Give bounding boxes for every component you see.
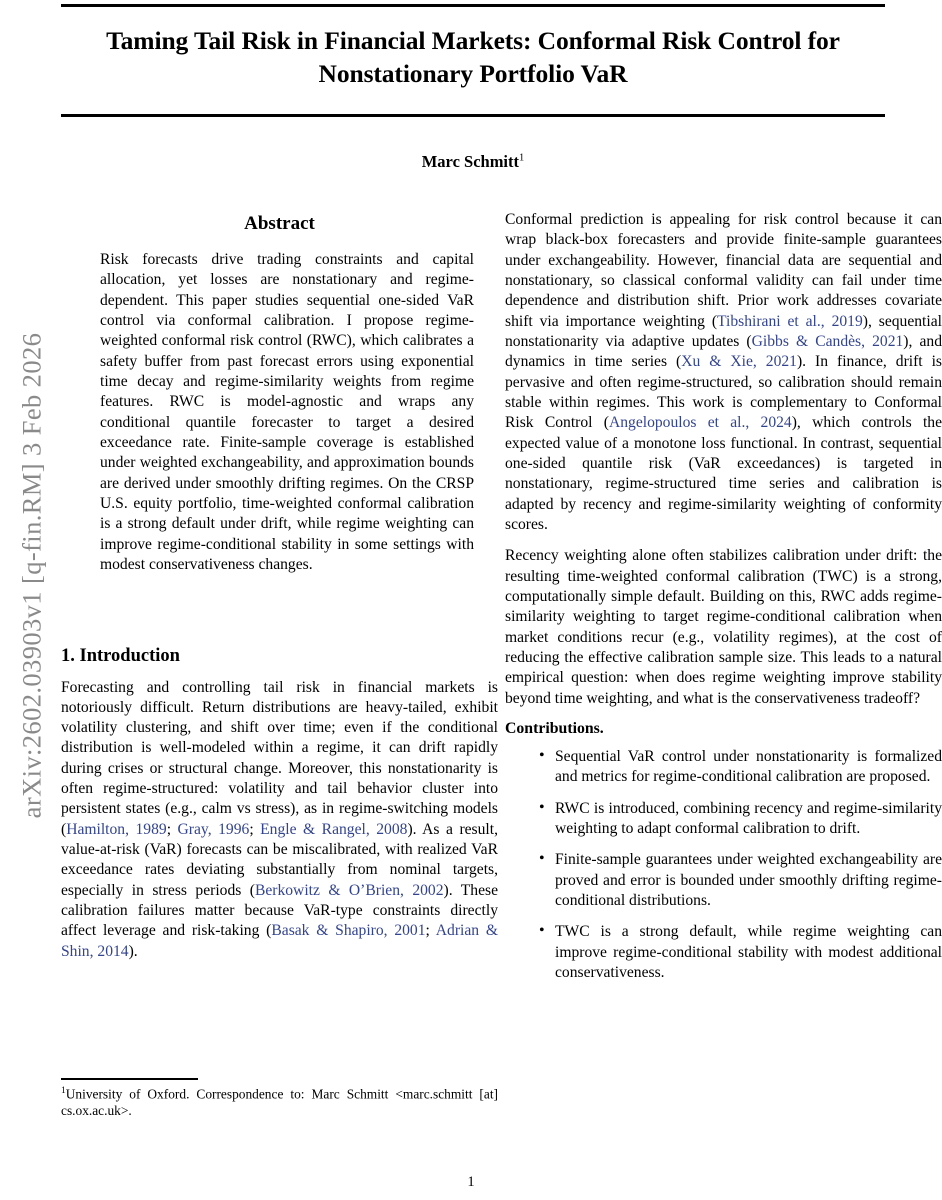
arxiv-identifier-stamp: arXiv:2602.03903v1 [q-fin.RM] 3 Feb 2026 — [16, 332, 47, 819]
contributions-list — [505, 747, 942, 983]
author-block — [61, 152, 885, 172]
section-heading-introduction: 1. Introduction — [61, 645, 180, 666]
right-text-part-1: Conformal prediction is appealing for risk control because it can wrap black-box forecasters and provide finite-sample guarantees under exchangeability. However, financial data are sequential and nonstationary, so classical conformal validity can fail under time dependence and distribution shift. Prior work addresses covariate shift via importance weighting ( — [505, 211, 942, 330]
cite-separator-2: ; — [249, 820, 261, 838]
bullet-icon: • — [539, 798, 545, 816]
citation-adrian-shin[interactable]: Adrian & Shin, 2014 — [61, 922, 498, 960]
footnote-area — [61, 1078, 498, 1120]
footnote-body: University of Oxford. Correspondence to: Marc Schmitt <marc.schmitt [at] cs.ox.ac.uk>. — [61, 1086, 498, 1118]
intro-text-part-2: ). As a result, value-at-risk (VaR) forecasts can be miscalibrated, with realized VaR exceedance rates deviating substantially from nominal targets, especially in stress periods ( — [61, 820, 498, 899]
right-paragraph-2: Recency weighting alone often stabilizes calibration under drift: the resulting time-weighted conformal calibration (TWC) is a strong, computationally simple default. Building on this, RWC adds regime-similarity weighting to target regime-conditional calibration when market conditions recur (e.g., volatility regimes), at the cost of reducing the effective calibration sample size. This leads to a natural empirical question: when does regime weighting improve stability beyond time weighting, and what is the conservativeness tradeoff? — [505, 547, 942, 707]
contribution-text: TWC is a strong default, while regime weighting can improve regime-conditional stability with modest additional conservativeness. — [555, 923, 942, 981]
author-name: Marc Schmitt — [421, 152, 520, 171]
contribution-text: Finite-sample guarantees under weighted exchangeability are proved and error is bounded under smoothly drifting regime-conditional distributions. — [555, 851, 942, 909]
bullet-icon: • — [539, 746, 545, 764]
page-number: 1 — [467, 1174, 475, 1190]
citation-tibshirani[interactable]: Tibshirani et al., 2019 — [717, 312, 863, 330]
abstract-heading: Abstract — [244, 213, 315, 234]
contributions-heading: Contributions. — [505, 719, 604, 737]
citation-berkowitz-obrien[interactable]: Berkowitz & O’Brien, 2002 — [254, 881, 444, 899]
left-column — [61, 210, 498, 973]
footnote-text — [61, 1086, 498, 1120]
right-column — [505, 210, 942, 994]
list-item — [539, 747, 942, 788]
header-rule-below-title — [61, 114, 885, 117]
cite-separator-3: ; — [425, 922, 436, 940]
right-text-part-5: ), which controls the expected value of a monotone loss functional. In contrast, sequential one-sided quantile risk (VaR exceedances) is targeted in nonstationary, regime-structured time series and calibration is adapted by recency and regime-similarity weighting of conformity scores. — [505, 414, 942, 533]
page-title: Taming Tail Risk in Financial Markets: Conformal Risk Control for Nonstationary Portfolio VaR — [106, 26, 840, 89]
introduction-paragraph-1 — [61, 678, 498, 963]
citation-basak-shapiro[interactable]: Basak & Shapiro, 2001 — [271, 922, 426, 940]
right-text-part-3: ), and dynamics in time series ( — [505, 332, 942, 371]
citation-gibbs-candes[interactable]: Gibbs & Candès, 2021 — [751, 332, 904, 350]
footnote-separator-rule — [61, 1078, 198, 1080]
abstract-text: Risk forecasts drive trading constraints and capital allocation, yet losses are nonstationary and regime-dependent. This paper studies sequential one-sided VaR control via conformal calibration. I propose regime-weighted conformal risk control (RWC), which calibrates a safety buffer from past forecast errors using exponential time decay and regime-similarity weights from regime features. RWC is model-agnostic and wraps any conditional quantile forecaster to target a desired exceedance rate. Finite-sample coverage is established under weighted exchangeability, and approximation bounds are derived under smoothly drifting regimes. On the CRSP U.S. equity portfolio, time-weighted conformal calibration is a strong default under drift, while regime weighting can improve regime-conditional stability in some settings with modest conservativeness changes. — [100, 251, 474, 574]
bullet-icon: • — [539, 922, 545, 940]
bullet-icon: • — [539, 850, 545, 868]
header-rule-top — [61, 4, 885, 7]
contribution-text: RWC is introduced, combining recency and regime-similarity weighting to adapt conformal calibration to drift. — [555, 799, 942, 837]
citation-hamilton[interactable]: Hamilton, 1989 — [66, 820, 167, 838]
citation-angelopoulos[interactable]: Angelopoulos et al., 2024 — [608, 414, 792, 432]
list-item — [539, 799, 942, 840]
contribution-text: Sequential VaR control under nonstationarity is formalized and metrics for regime-conditional calibration are proposed. — [555, 747, 942, 786]
list-item — [539, 850, 942, 911]
cite-separator-1: ; — [166, 820, 178, 838]
right-text-part-4: ). In finance, drift is pervasive and often regime-structured, so calibration should remain stable within regimes. This work is complementary to Conformal Risk Control ( — [505, 353, 942, 432]
right-text-part-2: ), sequential nonstationarity via adaptive updates ( — [505, 312, 942, 350]
intro-text-part-3: ). These calibration failures matter because VaR-type constraints directly affect leverage and risk-taking ( — [61, 881, 498, 940]
list-item — [539, 922, 942, 983]
title-block — [61, 24, 885, 90]
intro-text-part-1: Forecasting and controlling tail risk in financial markets is notoriously difficult. Return distributions are heavy-tailed, exhibit volatility clustering, and shift over time; even if the conditional distribution is well-modeled within a regime, it can drift rapidly during crises or structural change. Moreover, this nonstationarity is often regime-structured: volatility and tail behavior cluster into persistent states (e.g., calm vs stress), as in regime-switching models ( — [61, 678, 498, 838]
footnote-marker: 1 — [61, 1085, 66, 1096]
citation-engle-rangel[interactable]: Engle & Rangel, 2008 — [260, 820, 408, 838]
author-affiliation-marker: 1 — [519, 152, 525, 164]
citation-gray[interactable]: Gray, 1996 — [177, 820, 250, 838]
intro-text-part-4: ). — [128, 942, 138, 960]
right-paragraph-1 — [505, 210, 942, 535]
citation-xu-xie[interactable]: Xu & Xie, 2021 — [681, 353, 797, 371]
